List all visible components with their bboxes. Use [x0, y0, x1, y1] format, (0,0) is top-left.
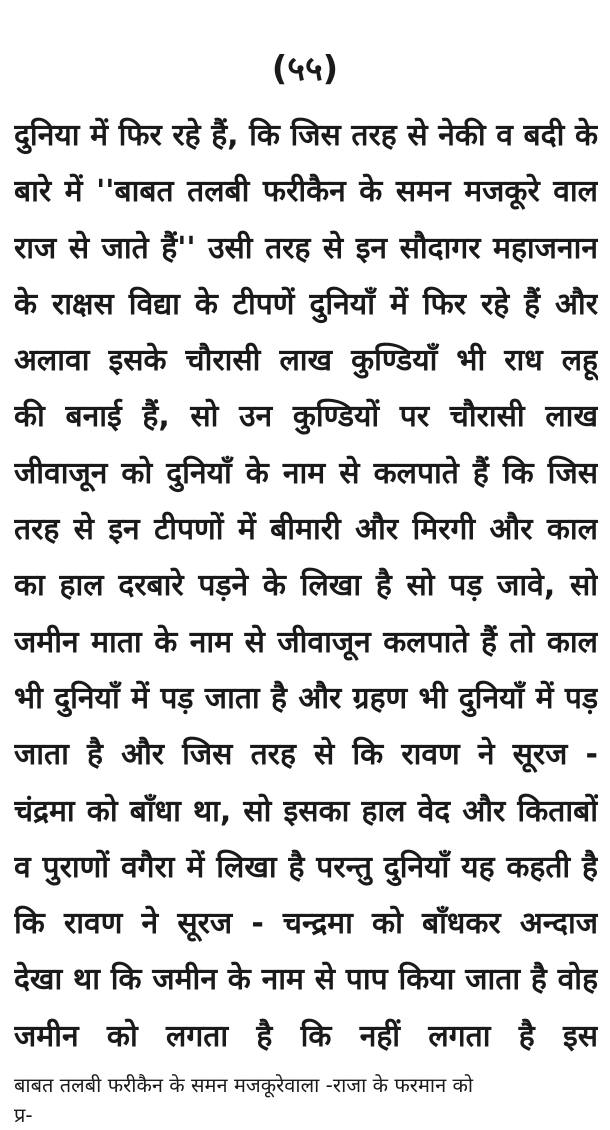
text-line: तरह से इन टीपणों में बीमारी और मिरगी और काल: [14, 512, 598, 548]
footnote-line: बाबत तलबी फरीकैन के समन मजकूरेवाला -राजा के फरमान को: [14, 1073, 474, 1097]
text-line: चंद्रमा को बाँधा था, सो इसका हाल वेद और किताबों: [14, 793, 598, 829]
text-line: जाता है और जिस तरह से कि रावण ने सूरज -: [14, 737, 598, 773]
footnote-line: प्र-: [14, 1103, 33, 1127]
text-line: बारे में ''बाबत तलबी फरीकैन के समन मजकूरे वाल: [14, 174, 598, 210]
text-line: जीवाजून को दुनियाँ के नाम से कलपाते हैं कि जिस: [14, 455, 598, 491]
footnote: [14, 1070, 598, 1130]
text-line: कि रावण ने सूरज - चन्द्रमा को बाँधकर अन्दाज: [14, 906, 598, 942]
page-number: (५५): [271, 49, 339, 89]
text-line: देखा था कि जमीन के नाम से पाप किया जाता है वोह: [14, 962, 598, 998]
text-line: व पुराणों वगैरा में लिखा है परन्तु दुनियाँ यह कहती है: [14, 849, 598, 885]
text-line: जमीन माता के नाम से जीवाजून कलपाते हैं तो काल: [14, 624, 598, 660]
text-line: भी दुनियाँ में पड़ जाता है और ग्रहण भी दुनियाँ में पड़: [14, 680, 598, 716]
body-text: [14, 108, 598, 1065]
text-line: जमीन को लगता है कि नहीं लगता है इस: [14, 1018, 598, 1054]
text-line: की बनाई हैं, सो उन कुण्डियों पर चौरासी लाख: [14, 399, 598, 435]
text-line: राज से जाते हैं'' उसी तरह से इन सौदागर महाजनान: [14, 230, 598, 266]
text-line: दुनिया में फिर रहे हैं, कि जिस तरह से नेकी व बदी के: [14, 118, 598, 153]
text-line: के राक्षस विद्या के टीपणें दुनियाँ में फिर रहे हैं और: [14, 286, 598, 322]
text-line: अलावा इसके चौरासी लाख कुण्डियाँ भी राध लहू: [14, 343, 598, 379]
text-line: का हाल दरबारे पड़ने के लिखा है सो पड़ जावे, सो: [14, 568, 598, 604]
